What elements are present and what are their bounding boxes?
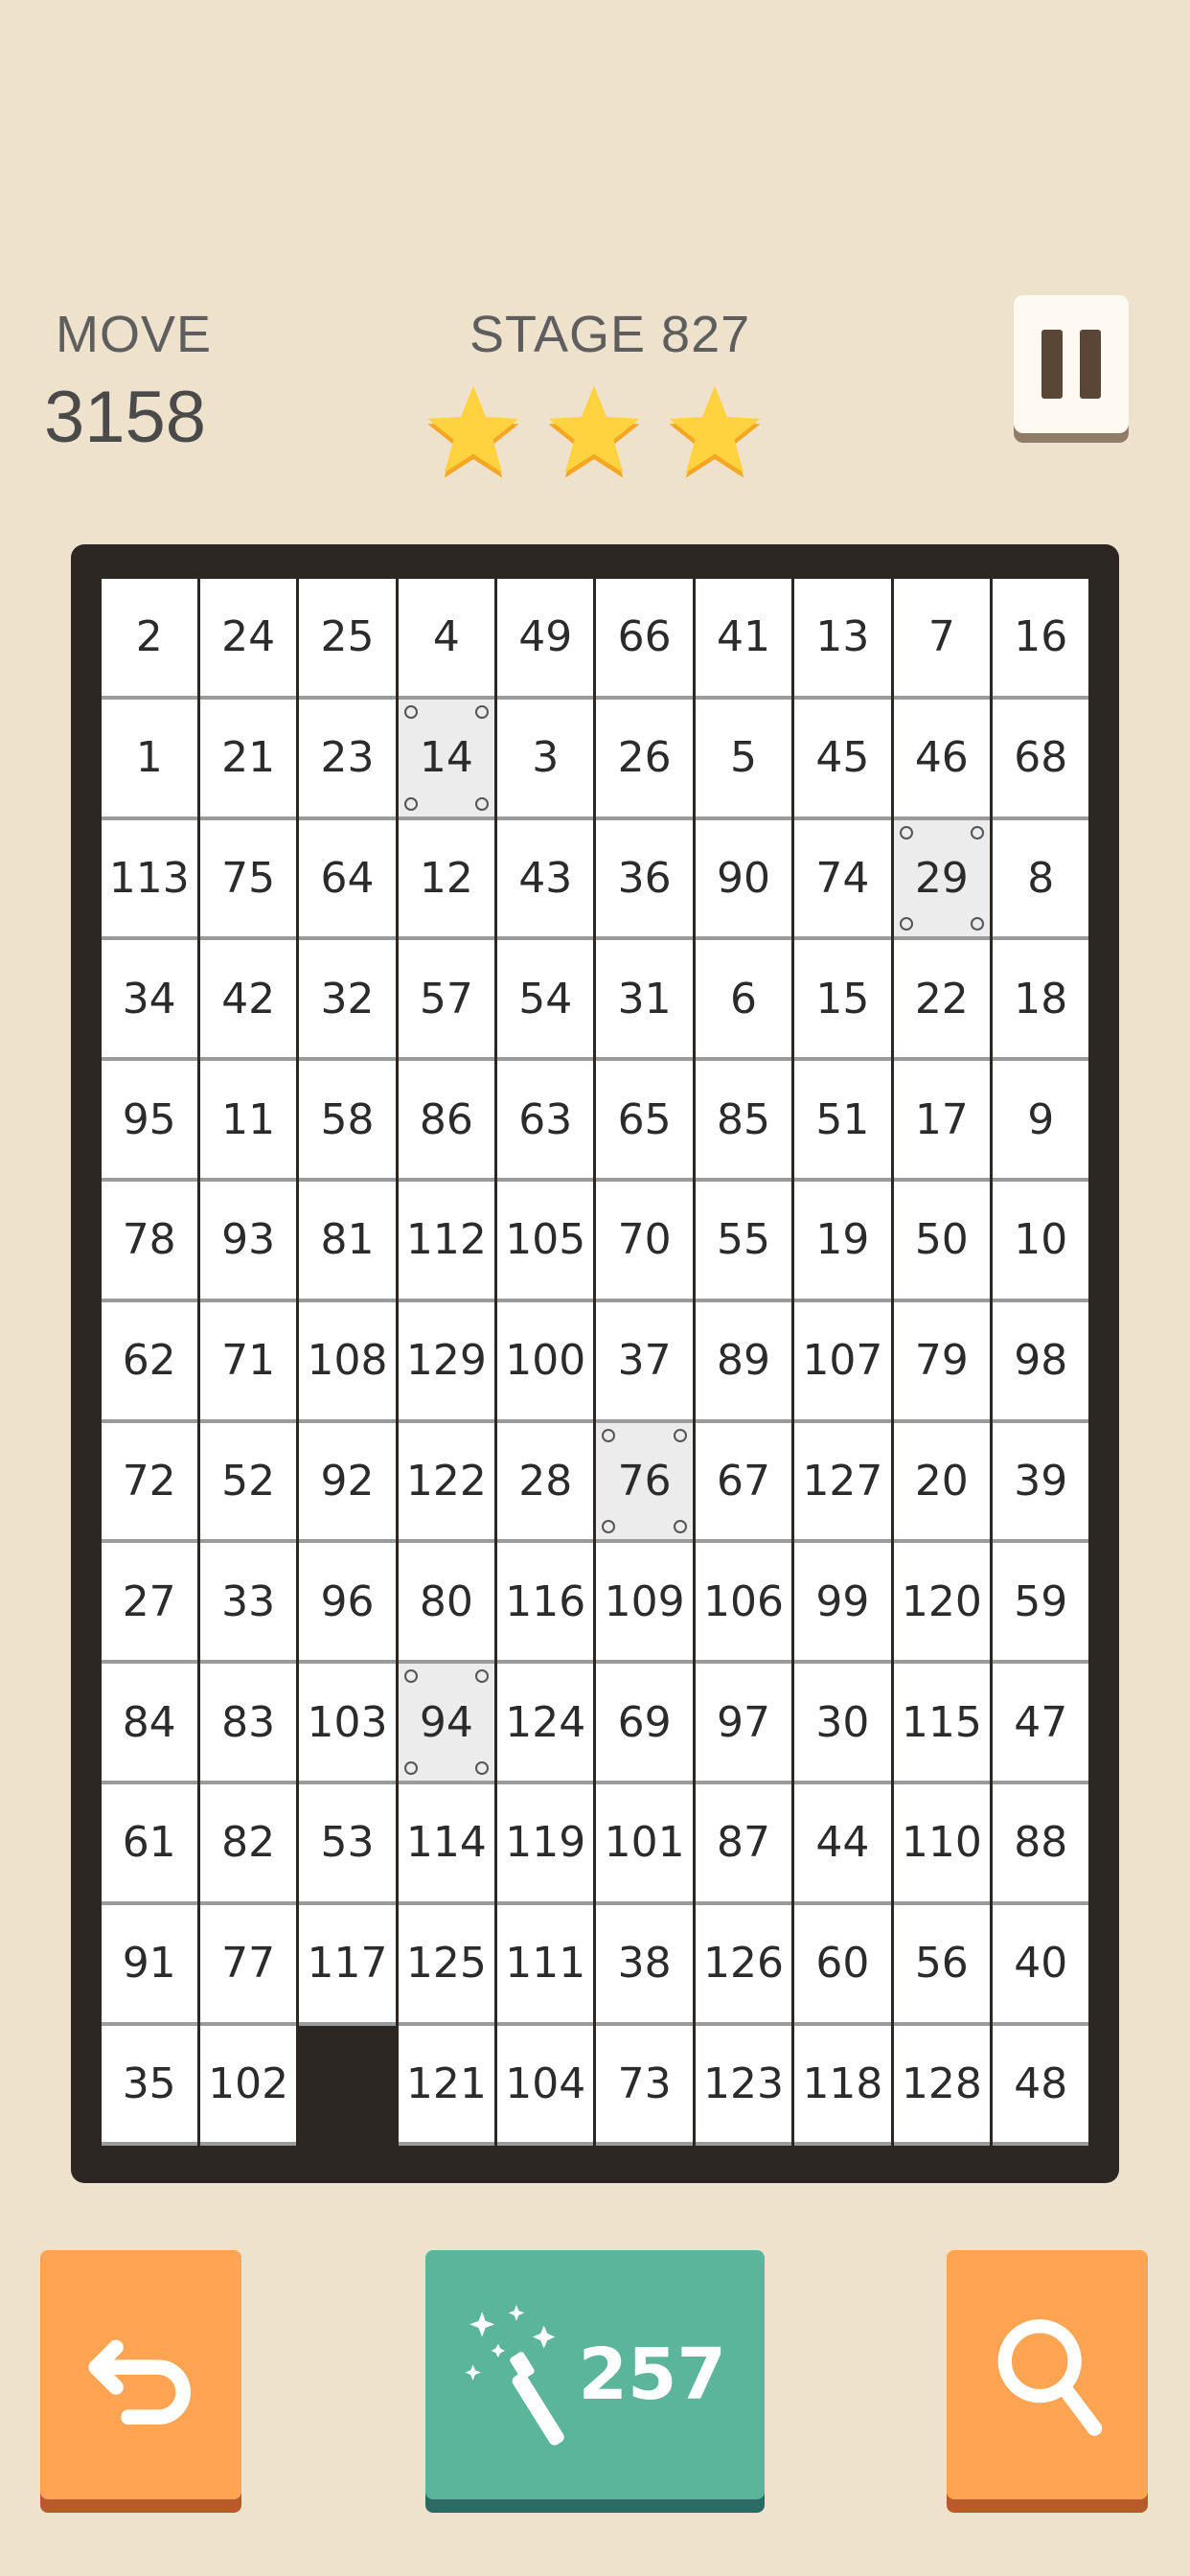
- number-tile[interactable]: 100: [497, 1302, 593, 1419]
- number-tile[interactable]: 85: [696, 1061, 791, 1178]
- number-tile[interactable]: 110: [894, 1784, 990, 1901]
- number-tile[interactable]: 38: [596, 1905, 692, 2022]
- pin-icon: [475, 797, 489, 811]
- pause-icon-bar: [1080, 330, 1101, 399]
- fixed-tile: 14: [399, 700, 494, 816]
- pin-icon: [475, 1761, 489, 1775]
- number-tile[interactable]: 97: [696, 1664, 791, 1781]
- star-icon: [542, 374, 646, 489]
- number-tile[interactable]: 35: [102, 2026, 197, 2143]
- number-tile[interactable]: 70: [596, 1182, 692, 1299]
- number-tile[interactable]: 81: [299, 1182, 395, 1299]
- number-tile[interactable]: 103: [299, 1664, 395, 1781]
- number-tile[interactable]: 124: [497, 1664, 593, 1781]
- number-tile[interactable]: 126: [696, 1905, 791, 2022]
- number-tile[interactable]: 19: [794, 1182, 890, 1299]
- pin-icon: [674, 1429, 687, 1442]
- number-tile[interactable]: 1: [102, 700, 197, 816]
- number-tile[interactable]: 83: [200, 1664, 296, 1781]
- number-tile[interactable]: 20: [894, 1423, 990, 1540]
- number-tile[interactable]: 53: [299, 1784, 395, 1901]
- number-tile[interactable]: 28: [497, 1423, 593, 1540]
- fixed-tile: 29: [894, 820, 990, 937]
- number-tile[interactable]: 50: [894, 1182, 990, 1299]
- number-tile[interactable]: 24: [200, 579, 296, 696]
- pin-icon: [404, 705, 418, 719]
- number-tile[interactable]: 36: [596, 820, 692, 937]
- number-tile[interactable]: 121: [399, 2026, 494, 2143]
- number-tile[interactable]: 8: [993, 820, 1088, 937]
- number-tile[interactable]: 106: [696, 1543, 791, 1660]
- number-tile[interactable]: 10: [993, 1182, 1088, 1299]
- number-tile[interactable]: 98: [993, 1302, 1088, 1419]
- number-tile[interactable]: 86: [399, 1061, 494, 1178]
- pause-button[interactable]: [1014, 295, 1129, 433]
- number-tile[interactable]: 4: [399, 579, 494, 696]
- hint-count: 257: [578, 2334, 726, 2416]
- stage-label: STAGE 827: [469, 306, 751, 363]
- number-tile[interactable]: 31: [596, 940, 692, 1057]
- pin-icon: [404, 1669, 418, 1683]
- number-tile[interactable]: 80: [399, 1543, 494, 1660]
- number-tile[interactable]: 69: [596, 1664, 692, 1781]
- number-tile[interactable]: 72: [102, 1423, 197, 1540]
- star-icon: [663, 374, 767, 489]
- number-tile[interactable]: 16: [993, 579, 1088, 696]
- number-tile[interactable]: 92: [299, 1423, 395, 1540]
- number-tile[interactable]: 55: [696, 1182, 791, 1299]
- number-tile[interactable]: 56: [894, 1905, 990, 2022]
- number-tile[interactable]: 47: [993, 1664, 1088, 1781]
- number-tile[interactable]: 95: [102, 1061, 197, 1178]
- number-tile[interactable]: 5: [696, 700, 791, 816]
- number-tile[interactable]: 78: [102, 1182, 197, 1299]
- number-tile[interactable]: 77: [200, 1905, 296, 2022]
- number-tile[interactable]: 71: [200, 1302, 296, 1419]
- number-tile[interactable]: 73: [596, 2026, 692, 2143]
- number-tile[interactable]: 54: [497, 940, 593, 1057]
- number-tile[interactable]: 17: [894, 1061, 990, 1178]
- pin-icon: [971, 826, 984, 840]
- magic-hint-button[interactable]: [425, 2250, 765, 2499]
- number-tile[interactable]: 39: [993, 1423, 1088, 1540]
- number-tile[interactable]: 60: [794, 1905, 890, 2022]
- number-tile[interactable]: 52: [200, 1423, 296, 1540]
- number-tile[interactable]: 21: [200, 700, 296, 816]
- star-icon: [422, 374, 525, 489]
- number-tile[interactable]: 57: [399, 940, 494, 1057]
- undo-button[interactable]: [40, 2250, 241, 2499]
- number-tile[interactable]: 23: [299, 700, 395, 816]
- number-tile[interactable]: 127: [794, 1423, 890, 1540]
- number-tile[interactable]: 59: [993, 1543, 1088, 1660]
- number-tile[interactable]: 65: [596, 1061, 692, 1178]
- number-tile[interactable]: 13: [794, 579, 890, 696]
- move-counter: 3158: [44, 377, 207, 458]
- pin-icon: [900, 826, 913, 840]
- number-tile[interactable]: 111: [497, 1905, 593, 2022]
- number-tile[interactable]: 109: [596, 1543, 692, 1660]
- number-tile[interactable]: 7: [894, 579, 990, 696]
- number-tile[interactable]: 119: [497, 1784, 593, 1901]
- number-tile[interactable]: 2: [102, 579, 197, 696]
- number-tile[interactable]: 96: [299, 1543, 395, 1660]
- empty-slot: [299, 2026, 395, 2143]
- number-tile[interactable]: 25: [299, 579, 395, 696]
- number-tile[interactable]: 108: [299, 1302, 395, 1419]
- number-tile[interactable]: 22: [894, 940, 990, 1057]
- pin-icon: [971, 917, 984, 931]
- number-tile[interactable]: 30: [794, 1664, 890, 1781]
- pin-icon: [674, 1520, 687, 1533]
- number-tile[interactable]: 9: [993, 1061, 1088, 1178]
- number-tile[interactable]: 75: [200, 820, 296, 937]
- number-tile[interactable]: 62: [102, 1302, 197, 1419]
- number-tile[interactable]: 122: [399, 1423, 494, 1540]
- magic-wand-icon: [464, 2288, 579, 2461]
- number-tile[interactable]: 67: [696, 1423, 791, 1540]
- number-tile[interactable]: 61: [102, 1784, 197, 1901]
- number-tile[interactable]: 18: [993, 940, 1088, 1057]
- number-tile[interactable]: 58: [299, 1061, 395, 1178]
- number-tile[interactable]: 93: [200, 1182, 296, 1299]
- number-tile[interactable]: 89: [696, 1302, 791, 1419]
- number-tile[interactable]: 116: [497, 1543, 593, 1660]
- number-tile[interactable]: 27: [102, 1543, 197, 1660]
- pin-icon: [900, 917, 913, 931]
- star-rating: [422, 374, 767, 489]
- undo-icon: [79, 2312, 203, 2437]
- number-tile[interactable]: 112: [399, 1182, 494, 1299]
- number-tile[interactable]: 26: [596, 700, 692, 816]
- pin-icon: [475, 1669, 489, 1683]
- number-tile[interactable]: 101: [596, 1784, 692, 1901]
- number-tile[interactable]: 123: [696, 2026, 791, 2143]
- number-tile[interactable]: 68: [993, 700, 1088, 816]
- number-tile[interactable]: 87: [696, 1784, 791, 1901]
- search-button[interactable]: [947, 2250, 1148, 2499]
- pin-icon: [404, 1761, 418, 1775]
- number-tile[interactable]: 48: [993, 2026, 1088, 2143]
- search-icon: [985, 2303, 1110, 2447]
- number-tile[interactable]: 15: [794, 940, 890, 1057]
- pause-icon: [1041, 330, 1063, 399]
- number-tile[interactable]: 88: [993, 1784, 1088, 1901]
- number-tile[interactable]: 113: [102, 820, 197, 937]
- number-tile[interactable]: 125: [399, 1905, 494, 2022]
- number-tile[interactable]: 34: [102, 940, 197, 1057]
- number-tile[interactable]: 99: [794, 1543, 890, 1660]
- number-tile[interactable]: 114: [399, 1784, 494, 1901]
- number-tile[interactable]: 90: [696, 820, 791, 937]
- pin-icon: [602, 1520, 615, 1533]
- pin-icon: [404, 797, 418, 811]
- number-tile[interactable]: 6: [696, 940, 791, 1057]
- tile-grid: [100, 579, 1090, 2146]
- number-tile[interactable]: 91: [102, 1905, 197, 2022]
- pin-icon: [602, 1429, 615, 1442]
- number-tile[interactable]: 118: [794, 2026, 890, 2143]
- number-tile[interactable]: 3: [497, 700, 593, 816]
- number-tile[interactable]: 46: [894, 700, 990, 816]
- number-tile[interactable]: 32: [299, 940, 395, 1057]
- number-tile[interactable]: 42: [200, 940, 296, 1057]
- number-tile[interactable]: 104: [497, 2026, 593, 2143]
- number-tile[interactable]: 79: [894, 1302, 990, 1419]
- number-tile[interactable]: 63: [497, 1061, 593, 1178]
- number-tile[interactable]: 84: [102, 1664, 197, 1781]
- number-tile[interactable]: 74: [794, 820, 890, 937]
- number-tile[interactable]: 129: [399, 1302, 494, 1419]
- move-label: MOVE: [56, 306, 213, 363]
- number-tile[interactable]: 12: [399, 820, 494, 937]
- pin-icon: [475, 705, 489, 719]
- fixed-tile: 94: [399, 1664, 494, 1781]
- number-tile[interactable]: 41: [696, 579, 791, 696]
- number-tile[interactable]: 44: [794, 1784, 890, 1901]
- number-tile[interactable]: 64: [299, 820, 395, 937]
- number-tile[interactable]: 40: [993, 1905, 1088, 2022]
- number-tile[interactable]: 66: [596, 579, 692, 696]
- number-tile[interactable]: 33: [200, 1543, 296, 1660]
- number-tile[interactable]: 128: [894, 2026, 990, 2143]
- number-tile[interactable]: 115: [894, 1664, 990, 1781]
- number-tile[interactable]: 102: [200, 2026, 296, 2143]
- number-tile[interactable]: 43: [497, 820, 593, 937]
- number-tile[interactable]: 51: [794, 1061, 890, 1178]
- number-tile[interactable]: 37: [596, 1302, 692, 1419]
- number-tile[interactable]: 49: [497, 579, 593, 696]
- number-tile[interactable]: 45: [794, 700, 890, 816]
- number-tile[interactable]: 105: [497, 1182, 593, 1299]
- puzzle-board: [71, 544, 1119, 2183]
- number-tile[interactable]: 82: [200, 1784, 296, 1901]
- number-tile[interactable]: 117: [299, 1905, 395, 2022]
- number-tile[interactable]: 11: [200, 1061, 296, 1178]
- number-tile[interactable]: 120: [894, 1543, 990, 1660]
- fixed-tile: 76: [596, 1423, 692, 1540]
- number-tile[interactable]: 107: [794, 1302, 890, 1419]
